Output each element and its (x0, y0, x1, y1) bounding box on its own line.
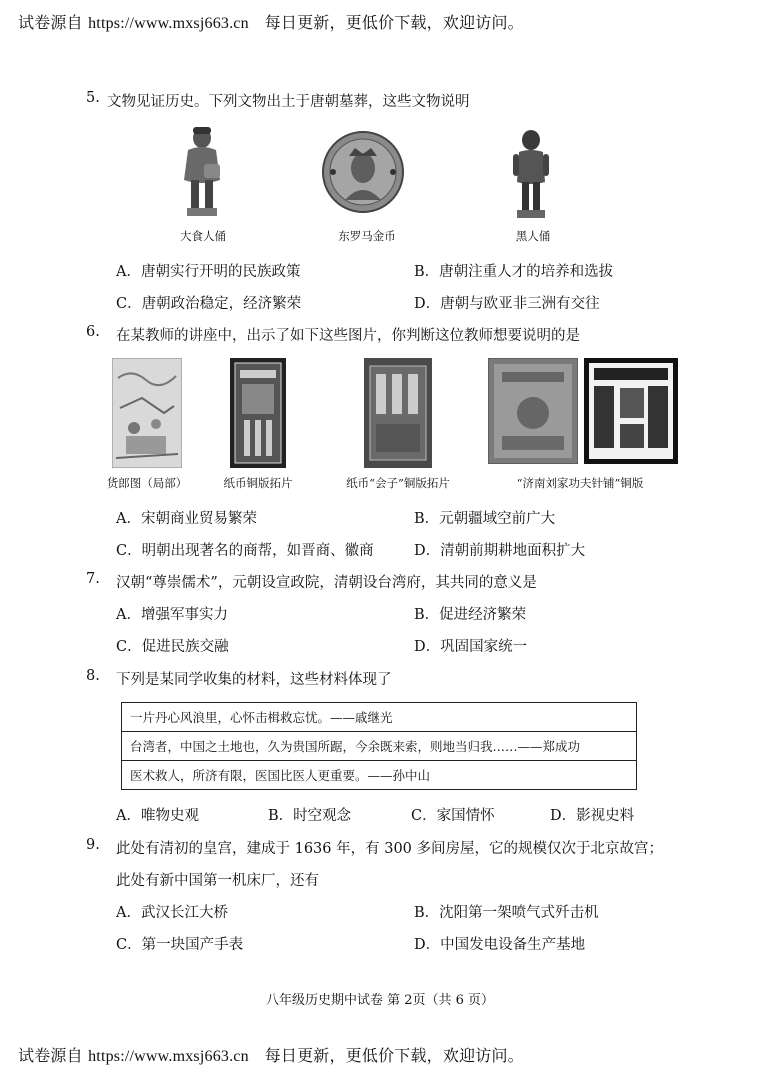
q6-number: 6. (86, 324, 100, 340)
q5-option-a[interactable] (116, 260, 300, 281)
option-label: B． (414, 607, 440, 623)
option-label: A． (116, 905, 141, 921)
banner-url[interactable]: https://www.mxsj663.cn (88, 1048, 249, 1065)
top-banner (18, 10, 524, 33)
q5-caption-3: 黑人俑 (515, 229, 551, 243)
q5-figurine-arab-image (176, 124, 228, 220)
q6-stem: 在某教师的讲座中，出示了如下这些图片，你判断这位教师想要说明的是 (116, 328, 580, 344)
q6-caption-1: 货郎图（局部） (106, 476, 188, 490)
q6-jinan-shop-print-image (584, 358, 678, 464)
q9-number: 9. (86, 837, 100, 853)
q7-option-b[interactable] (414, 603, 526, 624)
q8-material-row: 医术救人，所济有限，医国比医人更重要。——孙中山 (130, 768, 431, 783)
banner-suffix: 每日更新，更低价下载，欢迎访问。 (264, 1046, 524, 1065)
q5-caption-1: 大食人俑 (180, 229, 226, 243)
option-label: A． (116, 808, 141, 824)
q5-figurine-african-image (509, 126, 553, 222)
option-text: 时空观念 (293, 808, 352, 824)
q8-option-c[interactable] (411, 804, 495, 825)
option-text: 唐朝与欧亚非三洲有交往 (440, 296, 600, 312)
q9-option-a[interactable] (116, 901, 228, 922)
q8-number: 8. (86, 668, 100, 684)
option-text: 清朝前期耕地面积扩大 (440, 543, 586, 559)
q6-option-b[interactable] (414, 507, 555, 528)
option-label: C． (116, 937, 142, 953)
q7-option-a[interactable] (116, 603, 228, 624)
q5-option-c[interactable] (116, 292, 301, 313)
banner-prefix: 试卷源自 (18, 13, 83, 32)
option-label: B． (414, 264, 440, 280)
q5-stem: 文物见证历史。下列文物出土于唐朝墓葬，这些文物说明 (107, 94, 470, 110)
banner-url[interactable]: https://www.mxsj663.cn (88, 15, 249, 32)
option-label: A． (116, 264, 141, 280)
option-text: 巩固国家统一 (440, 639, 528, 655)
option-label: B． (414, 511, 440, 527)
q8-material-row: 台湾者，中国之土地也，久为贵国所踞，今余既来索，则地当归我……——郑成功 (122, 732, 636, 761)
option-text: 唐朝注重人才的培养和选拔 (439, 264, 614, 280)
q6-option-a[interactable] (116, 507, 257, 528)
q8-option-b[interactable] (268, 804, 351, 825)
option-label: C． (116, 296, 142, 312)
q6-jinan-shop-plate-image (488, 358, 578, 464)
q5-gold-coin-image (321, 130, 405, 214)
q7-number: 7. (86, 571, 100, 587)
q9-option-d[interactable] (414, 933, 585, 954)
option-text: 唐朝实行开明的民族政策 (140, 264, 301, 280)
q6-option-c[interactable] (116, 539, 374, 560)
option-label: C． (411, 808, 437, 824)
q6-caption-3: 纸币“会子”铜版拓片 (346, 476, 450, 490)
q9-option-b[interactable] (414, 901, 599, 922)
q8-option-a[interactable] (116, 804, 199, 825)
option-text: 家国情怀 (436, 808, 495, 824)
q6-caption-2: 纸币铜版拓片 (223, 476, 293, 490)
q8-option-d[interactable] (550, 804, 634, 825)
option-text: 沈阳第一架喷气式歼击机 (439, 905, 599, 921)
option-label: D． (414, 639, 441, 655)
option-text: 宋朝商业贸易繁荣 (140, 511, 257, 527)
option-label: B． (414, 905, 440, 921)
option-label: B． (268, 808, 294, 824)
option-text: 唐朝政治稳定，经济繁荣 (141, 296, 302, 312)
option-text: 唯物史观 (140, 808, 199, 824)
option-label: D． (414, 296, 441, 312)
option-text: 元朝疆域空前广大 (439, 511, 556, 527)
q7-option-c[interactable] (116, 635, 229, 656)
option-label: C． (116, 543, 142, 559)
option-text: 促进民族交融 (141, 639, 229, 655)
q9-option-c[interactable] (116, 933, 243, 954)
option-label: C． (116, 639, 142, 655)
q5-number: 5. (86, 90, 100, 106)
option-label: A． (116, 607, 141, 623)
option-text: 影视史料 (576, 808, 635, 824)
option-text: 武汉长江大桥 (140, 905, 228, 921)
q6-paper-money-rubbing-image (230, 358, 286, 468)
q6-caption-4: “济南刘家功夫针铺”铜版 (516, 476, 644, 490)
q8-material-row: 一片丹心风浪里，心怀击楫救忘忧。——戚继光 (122, 703, 636, 732)
option-label: D． (414, 543, 441, 559)
q6-huizi-rubbing-image (364, 358, 432, 468)
q5-option-d[interactable] (414, 292, 600, 313)
q6-peddler-painting-image (112, 358, 182, 468)
page-footer: 八年级历史期中试卷 第 2页（共 6 页） (265, 993, 495, 1008)
option-label: D． (550, 808, 577, 824)
q7-stem: 汉朝“尊崇儒术”，元朝设宣政院，清朝设台湾府，其共同的意义是 (116, 575, 537, 591)
q5-option-b[interactable] (414, 260, 613, 281)
option-text: 促进经济繁荣 (439, 607, 527, 623)
q8-materials-table (121, 702, 637, 790)
q6-option-d[interactable] (414, 539, 585, 560)
option-label: D． (414, 937, 441, 953)
q9-stem-line-2: 此处有新中国第一机床厂，还有 (116, 873, 319, 889)
q7-option-d[interactable] (414, 635, 527, 656)
banner-suffix: 每日更新，更低价下载，欢迎访问。 (264, 13, 524, 32)
option-text: 中国发电设备生产基地 (440, 937, 586, 953)
q9-stem-line-1: 此处有清初的皇宫，建成于 1636 年，有 300 多间房屋，它的规模仅次于北京故宫； (116, 841, 664, 857)
option-label: A． (116, 511, 141, 527)
q5-caption-2: 东罗马金币 (338, 229, 396, 243)
option-text: 增强军事实力 (140, 607, 228, 623)
q8-stem: 下列是某同学收集的材料，这些材料体现了 (116, 672, 392, 688)
banner-prefix: 试卷源自 (18, 1046, 83, 1065)
option-text: 第一块国产手表 (141, 937, 244, 953)
bottom-banner (18, 1043, 524, 1066)
option-text: 明朝出现著名的商帮，如晋商、徽商 (141, 543, 374, 559)
